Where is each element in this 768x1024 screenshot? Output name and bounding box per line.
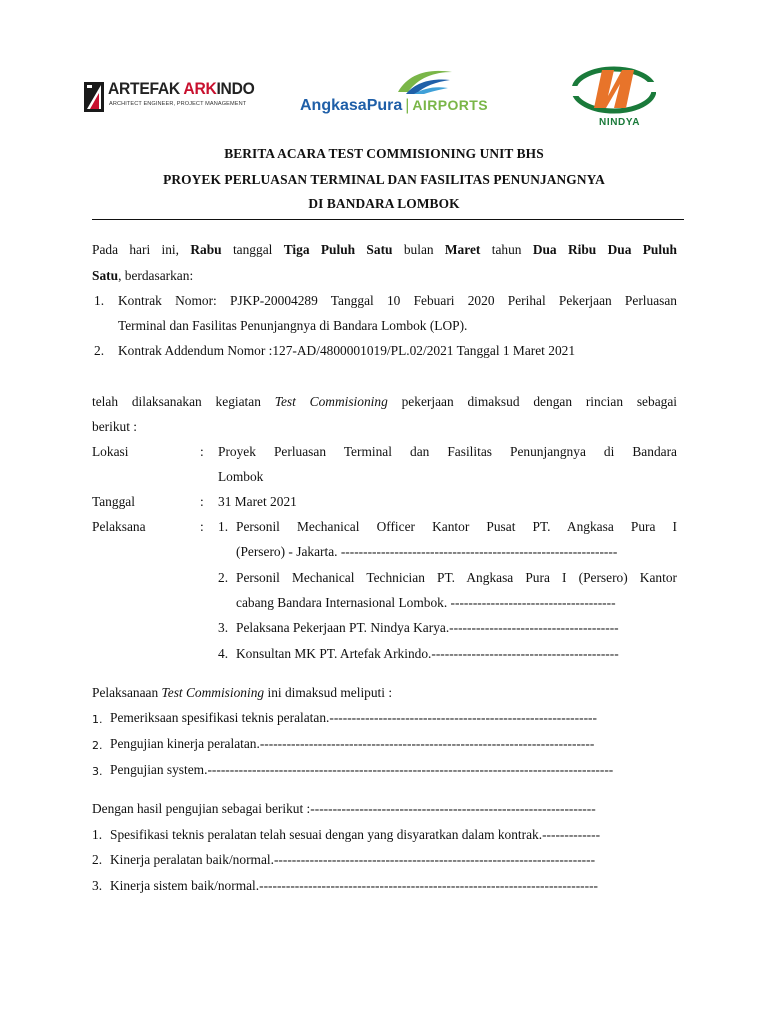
result-2-num: 2. <box>92 852 103 867</box>
angkasa-pura-logo <box>298 66 498 120</box>
lokasi-value-a: Proyek Perluasan Terminal dan Fasilitas Penunjangnya di Bandara <box>218 444 677 459</box>
angkasa-pura-wordmark: AngkasaPura | AIRPORTS <box>300 97 488 114</box>
artefak-arkindo-logo <box>84 79 255 116</box>
nindya-wordmark: NINDYA <box>599 117 641 128</box>
tanggal-colon: : <box>200 494 204 509</box>
result-1-num: 1. <box>92 827 103 842</box>
scope-3-text: Pengujian system.------------------------------------------------------------------------------------------- <box>110 762 614 777</box>
nindya-logo <box>566 62 662 132</box>
pelaksana-2-num: 2. <box>218 570 229 585</box>
document-title-line-3: DI BANDARA LOMBOK <box>308 196 460 211</box>
lokasi-colon: : <box>200 444 204 459</box>
contract-2-num: 2. <box>94 343 105 358</box>
scope-2-num: 2. <box>92 739 103 752</box>
pelaksana-3-num: 3. <box>218 620 229 635</box>
pelaksana-4-line-a: Konsultan MK PT. Artefak Arkindo.------------------------------------------ <box>236 646 619 661</box>
lokasi-value-b: Lombok <box>218 469 264 484</box>
artefak-tagline: ARCHITECT ENGINEER, PROJECT MANAGEMENT <box>109 101 247 107</box>
pelaksana-2-line-b: cabang Bandara Internasional Lombok. ------------------------------------- <box>236 595 616 610</box>
contract-1-num: 1. <box>94 293 105 308</box>
contract-1-line-b: Terminal dan Fasilitas Penunjangnya di Bandara Lombok (LOP). <box>118 318 468 333</box>
contract-2-line-a: Kontrak Addendum Nomor :127-AD/4800001019/PL.02/2021 Tanggal 1 Maret 2021 <box>118 343 576 358</box>
lokasi-label: Lokasi <box>92 444 129 459</box>
scope-3-num: 3. <box>92 765 103 778</box>
pelaksana-3-line-a: Pelaksana Pekerjaan PT. Nindya Karya.-------------------------------------- <box>236 620 619 635</box>
artefak-name: ARTEFAK ARKINDO <box>108 79 255 98</box>
result-1-text: Spesifikasi teknis peralatan telah sesuai dengan yang disyaratkan dalam kontrak.------------- <box>110 827 601 842</box>
title-divider <box>92 219 684 220</box>
document-title-line-2: PROYEK PERLUASAN TERMINAL DAN FASILITAS PENUNJANGNYA <box>163 172 605 187</box>
pelaksana-2-line-a: Personil Mechanical Technician PT. Angkasa Pura I (Persero) Kantor <box>236 570 677 585</box>
document-title-line-1: BERITA ACARA TEST COMMISIONING UNIT BHS <box>224 146 544 161</box>
scope-intro: Pelaksanaan Test Commisioning ini dimaksud meliputi : <box>92 685 393 700</box>
pelaksana-1-line-a: Personil Mechanical Officer Kantor Pusat PT. Angkasa Pura I <box>236 519 677 534</box>
pelaksana-label: Pelaksana <box>92 519 146 534</box>
scope-2-text: Pengujian kinerja peralatan.--------------------------------------------------------------------------- <box>110 736 595 751</box>
statement-line-1: telah dilaksanakan kegiatan Test Commisioning pekerjaan dimaksud dengan rincian sebagai <box>92 394 677 409</box>
intro-line-2: Satu, berdasarkan: <box>92 268 194 283</box>
scope-1-num: 1. <box>92 713 103 726</box>
pelaksana-1-num: 1. <box>218 519 229 534</box>
statement-line-2: berikut : <box>92 419 137 434</box>
angkasa-pura-swoosh-icon <box>394 66 456 96</box>
tanggal-value: 31 Maret 2021 <box>218 494 297 509</box>
result-3-num: 3. <box>92 878 103 893</box>
tanggal-label: Tanggal <box>92 494 135 509</box>
result-3-text: Kinerja sistem baik/normal.---------------------------------------------------------------------------- <box>110 878 599 893</box>
artefak-mark-icon <box>84 82 104 112</box>
intro-line-1: Pada hari ini, Rabu tanggal Tiga Puluh Satu bulan Maret tahun Dua Ribu Dua Puluh <box>92 242 677 257</box>
scope-1-text: Pemeriksaan spesifikasi teknis peralatan.------------------------------------------------------------ <box>110 710 597 725</box>
pelaksana-colon: : <box>200 519 204 534</box>
nindya-mark-icon <box>572 62 656 116</box>
result-2-text: Kinerja peralatan baik/normal.------------------------------------------------------------------------ <box>110 852 596 867</box>
pelaksana-1-line-b: (Persero) - Jakarta. -------------------------------------------------------------- <box>236 544 618 559</box>
contract-1-line-a: Kontrak Nomor: PJKP-20004289 Tanggal 10 Febuari 2020 Perihal Pekerjaan Perluasan <box>118 293 677 308</box>
results-intro: Dengan hasil pengujian sebagai berikut :---------------------------------------------------------------- <box>92 801 596 816</box>
pelaksana-4-num: 4. <box>218 646 229 661</box>
